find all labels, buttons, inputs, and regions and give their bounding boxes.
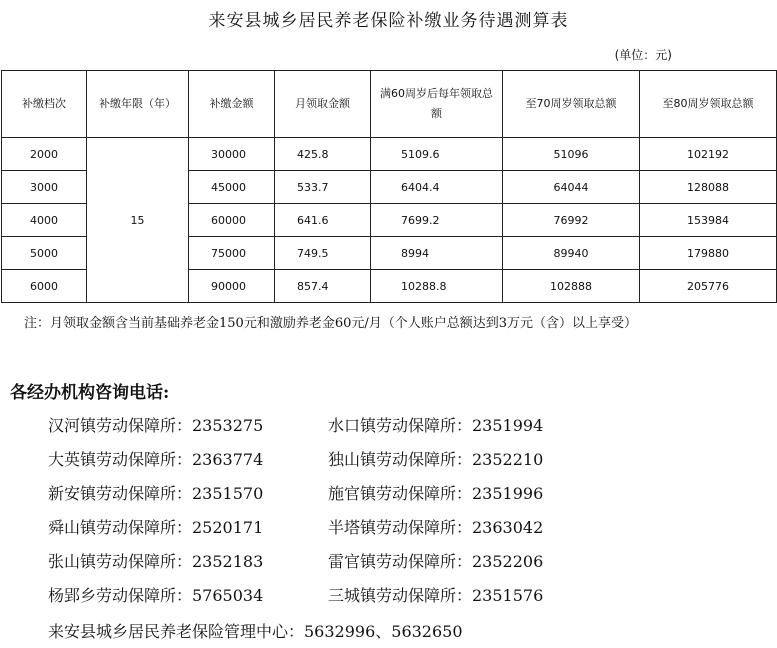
contacts-heading: 各经办机构咨询电话: bbox=[10, 383, 170, 403]
office-item: 施官镇劳动保障所：2351996 bbox=[328, 484, 544, 503]
cell-to-70: 64044 bbox=[503, 171, 640, 204]
cell-monthly: 533.7 bbox=[275, 171, 371, 204]
cell-to-80: 153984 bbox=[640, 204, 777, 237]
cell-amount: 90000 bbox=[189, 270, 275, 303]
cell-annual: 8994 bbox=[371, 237, 503, 270]
cell-amount: 75000 bbox=[189, 237, 275, 270]
office-item: 三城镇劳动保障所：2351576 bbox=[328, 586, 544, 605]
cell-monthly: 857.4 bbox=[275, 270, 371, 303]
header-amount: 补缴金额 bbox=[189, 71, 275, 138]
cell-level: 5000 bbox=[2, 237, 87, 270]
cell-amount: 60000 bbox=[189, 204, 275, 237]
cell-amount: 30000 bbox=[189, 138, 275, 171]
cell-level: 4000 bbox=[2, 204, 87, 237]
cell-annual: 5109.6 bbox=[371, 138, 503, 171]
cell-monthly: 749.5 bbox=[275, 237, 371, 270]
office-item: 大英镇劳动保障所：2363774 bbox=[48, 450, 264, 469]
cell-to-70: 89940 bbox=[503, 237, 640, 270]
office-item: 雷官镇劳动保障所：2352206 bbox=[328, 552, 544, 571]
cell-to-80: 179880 bbox=[640, 237, 777, 270]
cell-to-80: 128088 bbox=[640, 171, 777, 204]
cell-monthly: 425.8 bbox=[275, 138, 371, 171]
office-item: 半塔镇劳动保障所：2363042 bbox=[328, 518, 544, 537]
cell-to-70: 76992 bbox=[503, 204, 640, 237]
cell-level: 3000 bbox=[2, 171, 87, 204]
cell-level: 2000 bbox=[2, 138, 87, 171]
cell-to-80: 205776 bbox=[640, 270, 777, 303]
cell-to-70: 51096 bbox=[503, 138, 640, 171]
office-item: 新安镇劳动保障所：2351570 bbox=[48, 484, 264, 503]
office-item: 独山镇劳动保障所：2352210 bbox=[328, 450, 544, 469]
table-header-row bbox=[2, 71, 777, 138]
benefit-table bbox=[1, 70, 777, 303]
office-item: 杨郢乡劳动保障所：5765034 bbox=[48, 586, 264, 605]
cell-monthly: 641.6 bbox=[275, 204, 371, 237]
header-annual: 满60周岁后每年领取总额 bbox=[371, 71, 503, 138]
table-row bbox=[2, 138, 777, 171]
cell-years: 15 bbox=[87, 138, 189, 303]
cell-annual: 10288.8 bbox=[371, 270, 503, 303]
office-item: 张山镇劳动保障所：2352183 bbox=[48, 552, 264, 571]
cell-annual: 7699.2 bbox=[371, 204, 503, 237]
header-years: 补缴年限（年） bbox=[87, 71, 189, 138]
office-item: 舜山镇劳动保障所：2520171 bbox=[48, 518, 264, 537]
cell-to-70: 102888 bbox=[503, 270, 640, 303]
page-title: 来安县城乡居民养老保险补缴业务待遇测算表 bbox=[208, 11, 569, 31]
header-to-70: 至70周岁领取总额 bbox=[503, 71, 640, 138]
header-to-80: 至80周岁领取总额 bbox=[640, 71, 777, 138]
cell-level: 6000 bbox=[2, 270, 87, 303]
footnote: 注：月领取金额含当前基础养老金150元和激励养老金60元/月（个人账户总额达到3万元（含）以上享受） bbox=[24, 316, 638, 331]
office-item: 水口镇劳动保障所：2351994 bbox=[328, 416, 544, 435]
header-monthly: 月领取金额 bbox=[275, 71, 371, 138]
cell-to-80: 102192 bbox=[640, 138, 777, 171]
management-center-contact: 来安县城乡居民养老保险管理中心：5632996、5632650 bbox=[48, 622, 463, 641]
cell-amount: 45000 bbox=[189, 171, 275, 204]
header-level: 补缴档次 bbox=[2, 71, 87, 138]
unit-label: (单位：元) bbox=[614, 48, 672, 62]
office-item: 汉河镇劳动保障所：2353275 bbox=[48, 416, 264, 435]
cell-annual: 6404.4 bbox=[371, 171, 503, 204]
